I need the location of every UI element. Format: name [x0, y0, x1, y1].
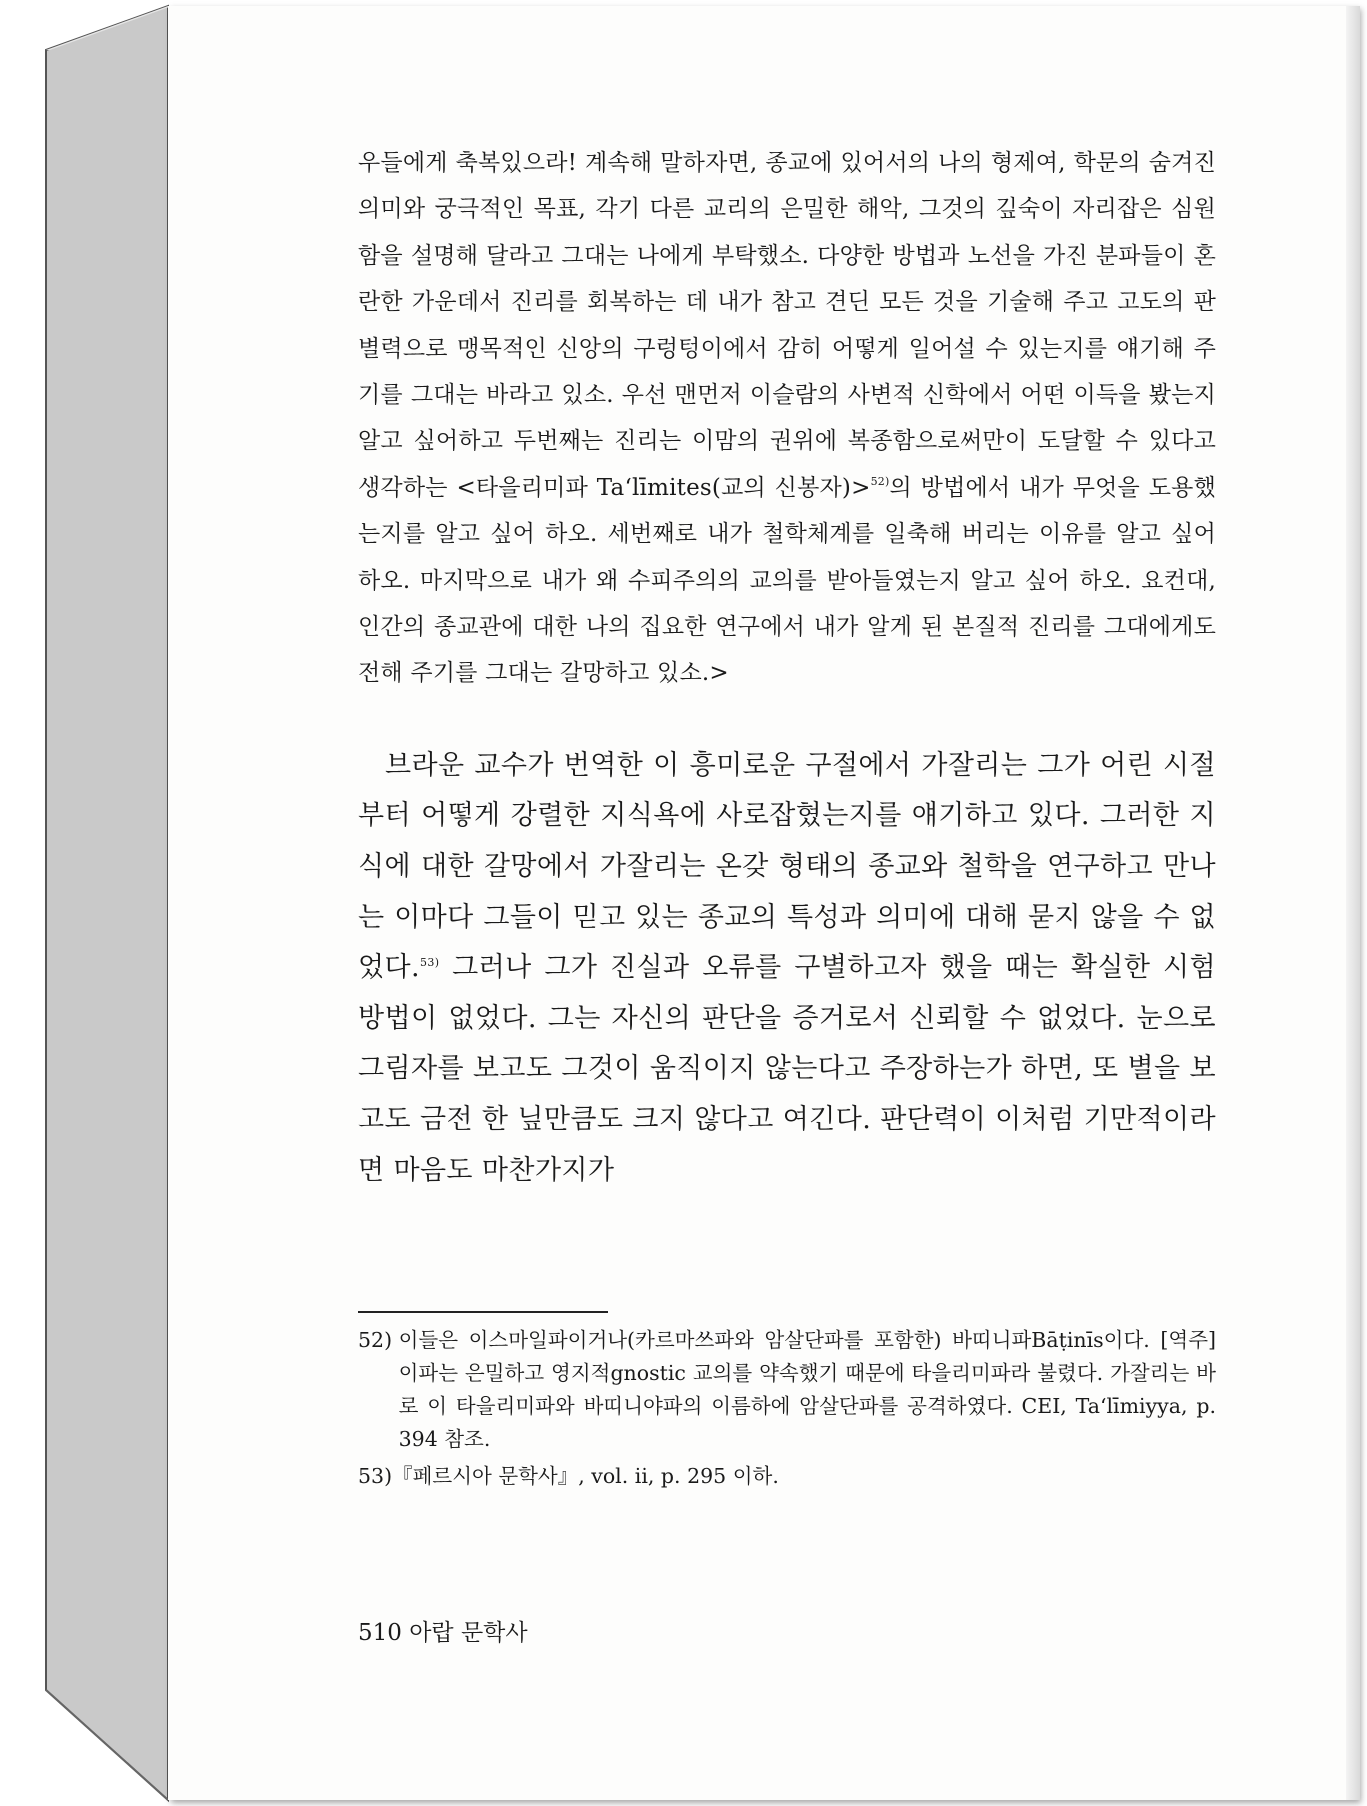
- footnote-divider: [358, 1311, 608, 1313]
- quote-text-part2: 의 방법에서 내가 무엇을 도용했는지를 알고 싶어 하오. 세번째로 내가 철학체계를 일축해 버리는 이유를 알고 싶어 하오. 마지막으로 내가 왜 수피주의의 교의를 받아들였는지 알고 싶어 하오. 요컨대, 인간의 종교관에 대한 나의 집요한 연구에서 내가 알게 된 본질적 진리를 그대에게도 전해 주기를 그대는 갈망하고 있소.>: [358, 474, 1216, 687]
- page-body: [358, 140, 1216, 1196]
- book-page: [168, 6, 1358, 1800]
- page-edge-shadow: [1346, 6, 1360, 1800]
- quote-paragraph: [358, 140, 1216, 697]
- footnote-53: [358, 1460, 1216, 1493]
- footnote-ref-52: 52): [870, 474, 890, 488]
- footnotes: [358, 1324, 1216, 1493]
- main-text: [358, 741, 1216, 1196]
- footnote-text: 『페르시아 문학사』, vol. ii, p. 295 이하.: [392, 1464, 779, 1488]
- footnote-ref-53: 53): [419, 956, 440, 970]
- quote-text-part1: 우들에게 축복있으라! 계속해 말하자면, 종교에 있어서의 나의 형제여, 학문의 숨겨진 의미와 궁극적인 목표, 각기 다른 교리의 은밀한 해악, 그것의 깊숙이 자리잡은 심원함을 설명해 달라고 그대는 나에게 부탁했소. 다양한 방법과 노선을 가진 분파들이 혼란한 가운데서 진리를 회복하는 데 내가 참고 견딘 모든 것을 기술해 주고 고도의 판별력으로 맹목적인 신앙의 구렁텅이에서 감히 어떻게 일어설 수 있는지를 얘기해 주기를 그대는 바라고 있소. 우선 맨먼저 이슬람의 사변적 신학에서 어떤 이득을 봤는지 알고 싶어하고 두번째는 진리는 이맘의 권위에 복종함으로써만이 도달할 수 있다고 생각하는 <타을리미파 Ta‘līmites(교의 신봉자)>: [358, 150, 1216, 501]
- main-text-part2: 그러나 그가 진실과 오류를 구별하고자 했을 때는 확실한 시험 방법이 없었다. 그는 자신의 판단을 증거로서 신뢰할 수 없었다. 눈으로 그림자를 보고도 그것이 움직이지 않는다고 주장하는가 하면, 또 별을 보고도 금전 한 닢만큼도 크지 않다고 여긴다. 판단력이 이처럼 기만적이라면 마음도 마찬가지가: [358, 952, 1216, 1186]
- book-spine-face: [46, 6, 168, 1800]
- footnote-text: 이들은 이스마일파이거나(카르마쓰파와 암살단파를 포함한) 바띠니파Bāṭinīs이다. [역주] 이파는 은밀하고 영지적gnostic 교의를 약속했기 때문에 타을리미파라 불렸다. 가잘리는 바로 이 타을리미파와 바띠니야파의 이름하에 암살단파를 공격하였다. CEI, Ta‘līmiyya, p. 394 참조.: [398, 1328, 1216, 1451]
- page-number-running-title: 510 아랍 문학사: [358, 1620, 528, 1646]
- quoted-passage: [358, 140, 1216, 697]
- main-paragraph: [358, 741, 1216, 1196]
- main-text-part1: 브라운 교수가 번역한 이 흥미로운 구절에서 가잘리는 그가 어린 시절부터 어떻게 강렬한 지식욕에 사로잡혔는지를 얘기하고 있다. 그러한 지식에 대한 갈망에서 가잘리는 온갖 형태의 종교와 철학을 연구하고 만나는 이마다 그들이 믿고 있는 종교의 특성과 의미에 대해 묻지 않을 수 없었다.: [358, 749, 1216, 984]
- footnote-number: 53): [358, 1464, 393, 1488]
- footnote-number: 52): [358, 1328, 399, 1352]
- footnote-52: [358, 1324, 1216, 1456]
